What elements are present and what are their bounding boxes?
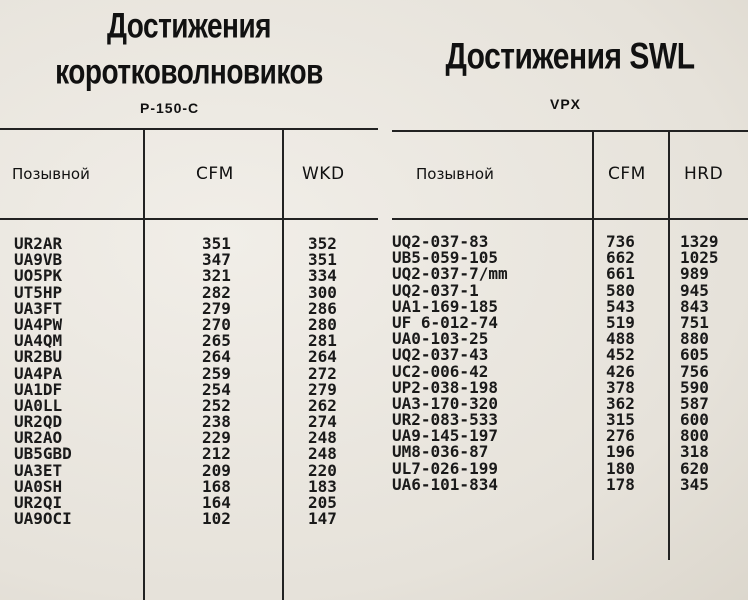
left-title-line2: коротковолновиков xyxy=(55,52,323,91)
swl-achievements-panel xyxy=(392,0,748,600)
cfm-cell: 351 xyxy=(202,234,231,253)
wkd-cell: 248 xyxy=(308,428,337,448)
callsign-cell: UA4PW xyxy=(14,314,63,334)
hrd-cell: 945 xyxy=(680,280,709,300)
callsign-cell: UQ2-037-7/mm xyxy=(392,264,508,284)
cfm-cell: 543 xyxy=(606,296,635,316)
wkd-cell: 183 xyxy=(308,476,337,496)
wkd-cell: 220 xyxy=(308,460,337,480)
wkd-cell: 280 xyxy=(308,314,337,334)
wkd-cell: 300 xyxy=(308,282,337,302)
callsign-cell: UQ2-037-83 xyxy=(392,232,489,251)
cfm-cell: 229 xyxy=(202,428,231,448)
callsign-cell: UM8-036-87 xyxy=(392,442,489,462)
hrd-cell: 1025 xyxy=(680,248,719,268)
callsign-cell: UR2AR xyxy=(14,234,63,253)
cfm-cell: 264 xyxy=(202,347,231,367)
cfm-cell: 279 xyxy=(202,298,231,318)
cfm-cell: 488 xyxy=(606,329,635,349)
right-subtitle: VPX xyxy=(550,96,582,112)
cfm-cell: 315 xyxy=(606,410,635,430)
wkd-cell: 272 xyxy=(308,363,337,383)
callsign-cell: UA9OCI xyxy=(14,509,72,529)
callsign-cell: UL7-026-199 xyxy=(392,458,498,478)
cfm-cell: 580 xyxy=(606,280,635,300)
callsign-cell: UA4PA xyxy=(14,363,63,383)
cfm-cell: 168 xyxy=(202,476,231,496)
hrd-cell: 800 xyxy=(680,426,709,446)
cfm-cell: 276 xyxy=(606,426,635,446)
cfm-cell: 164 xyxy=(202,493,231,512)
cfm-cell: 238 xyxy=(202,412,231,432)
callsign-cell: UO5PK xyxy=(14,266,63,286)
cfm-cell: 661 xyxy=(606,264,635,284)
right-header-rule xyxy=(392,218,748,220)
callsign-cell: UA4QM xyxy=(14,331,63,351)
left-title-line1: Достижения xyxy=(106,6,272,45)
wkd-cell: 248 xyxy=(308,444,337,464)
left-table-body xyxy=(0,236,378,527)
right-title: Достижения SWL xyxy=(445,36,695,78)
wkd-cell: 351 xyxy=(308,250,337,270)
right-header-hrd: HRD xyxy=(684,164,724,184)
callsign-cell: UA6-101-834 xyxy=(392,474,498,494)
cfm-cell: 662 xyxy=(606,248,635,268)
callsign-cell: UA0-103-25 xyxy=(392,329,489,349)
hrd-cell: 756 xyxy=(680,361,709,381)
callsign-cell: UP2-038-198 xyxy=(392,377,498,397)
callsign-cell: UQ2-037-43 xyxy=(392,345,489,365)
cfm-cell: 362 xyxy=(606,393,635,413)
cfm-cell: 736 xyxy=(606,232,635,251)
cfm-cell: 259 xyxy=(202,363,231,383)
callsign-cell: UT5HP xyxy=(14,282,63,302)
wkd-cell: 264 xyxy=(308,347,337,367)
callsign-cell: UA1-169-185 xyxy=(392,296,498,316)
callsign-cell: UQ2-037-1 xyxy=(392,280,479,300)
callsign-cell: UR2QI xyxy=(14,493,63,512)
cfm-cell: 270 xyxy=(202,314,231,334)
callsign-cell: UB5-059-105 xyxy=(392,248,498,268)
cfm-cell: 265 xyxy=(202,331,231,351)
cfm-cell: 426 xyxy=(606,361,635,381)
cfm-cell: 102 xyxy=(202,509,231,529)
callsign-cell: UA0LL xyxy=(14,395,63,415)
right-table-body xyxy=(392,234,748,493)
cfm-cell: 347 xyxy=(202,250,231,270)
wkd-cell: 147 xyxy=(308,509,337,529)
cfm-cell: 180 xyxy=(606,458,635,478)
right-header-callsign: Позывной xyxy=(416,165,494,183)
left-top-rule xyxy=(0,128,378,130)
cfm-cell: 196 xyxy=(606,442,635,462)
callsign-cell: UB5GBD xyxy=(14,444,72,464)
left-subtitle: Р-150-С xyxy=(140,100,200,116)
callsign-cell: UA3-170-320 xyxy=(392,393,498,413)
cfm-cell: 452 xyxy=(606,345,635,365)
cfm-cell: 321 xyxy=(202,266,231,286)
callsign-cell: UA9-145-197 xyxy=(392,426,498,446)
hrd-cell: 345 xyxy=(680,474,709,494)
callsign-cell: UA3ET xyxy=(14,460,63,480)
hrd-cell: 620 xyxy=(680,458,709,478)
left-header-cfm: CFM xyxy=(196,164,234,184)
wkd-cell: 286 xyxy=(308,298,337,318)
left-header-wkd: WKD xyxy=(302,164,345,184)
wkd-cell: 205 xyxy=(308,493,337,512)
hrd-cell: 590 xyxy=(680,377,709,397)
cfm-cell: 252 xyxy=(202,395,231,415)
callsign-cell: UR2-083-533 xyxy=(392,410,498,430)
hrd-cell: 605 xyxy=(680,345,709,365)
hrd-cell: 318 xyxy=(680,442,709,462)
hrd-cell: 880 xyxy=(680,329,709,349)
callsign-cell: UR2AO xyxy=(14,428,63,448)
cfm-cell: 212 xyxy=(202,444,231,464)
callsign-cell: UA9VB xyxy=(14,250,63,270)
wkd-cell: 334 xyxy=(308,266,337,286)
callsign-cell: UA0SH xyxy=(14,476,63,496)
cfm-cell: 519 xyxy=(606,312,635,332)
left-header-rule xyxy=(0,218,378,220)
hrd-cell: 587 xyxy=(680,393,709,413)
right-header-cfm: CFM xyxy=(608,164,646,184)
callsign-cell: UA3FT xyxy=(14,298,63,318)
hrd-cell: 600 xyxy=(680,410,709,430)
hrd-cell: 843 xyxy=(680,296,709,316)
wkd-cell: 279 xyxy=(308,379,337,399)
callsign-cell: UF 6-012-74 xyxy=(392,312,498,332)
hrd-cell: 1329 xyxy=(680,232,719,251)
callsign-cell: UR2BU xyxy=(14,347,63,367)
cfm-cell: 254 xyxy=(202,379,231,399)
cfm-cell: 282 xyxy=(202,282,231,302)
hrd-cell: 989 xyxy=(680,264,709,284)
callsign-cell: UC2-006-42 xyxy=(392,361,489,381)
cfm-cell: 209 xyxy=(202,460,231,480)
wkd-cell: 262 xyxy=(308,395,337,415)
table-row xyxy=(0,511,378,527)
table-row xyxy=(392,474,748,494)
callsign-cell: UR2QD xyxy=(14,412,63,432)
right-top-rule xyxy=(392,130,748,132)
cfm-cell: 178 xyxy=(606,474,635,494)
left-header-callsign: Позывной xyxy=(12,165,90,183)
callsign-cell: UA1DF xyxy=(14,379,63,399)
hrd-cell: 751 xyxy=(680,312,709,332)
wkd-cell: 281 xyxy=(308,331,337,351)
cfm-cell: 378 xyxy=(606,377,635,397)
wkd-cell: 274 xyxy=(308,412,337,432)
wkd-cell: 352 xyxy=(308,234,337,253)
